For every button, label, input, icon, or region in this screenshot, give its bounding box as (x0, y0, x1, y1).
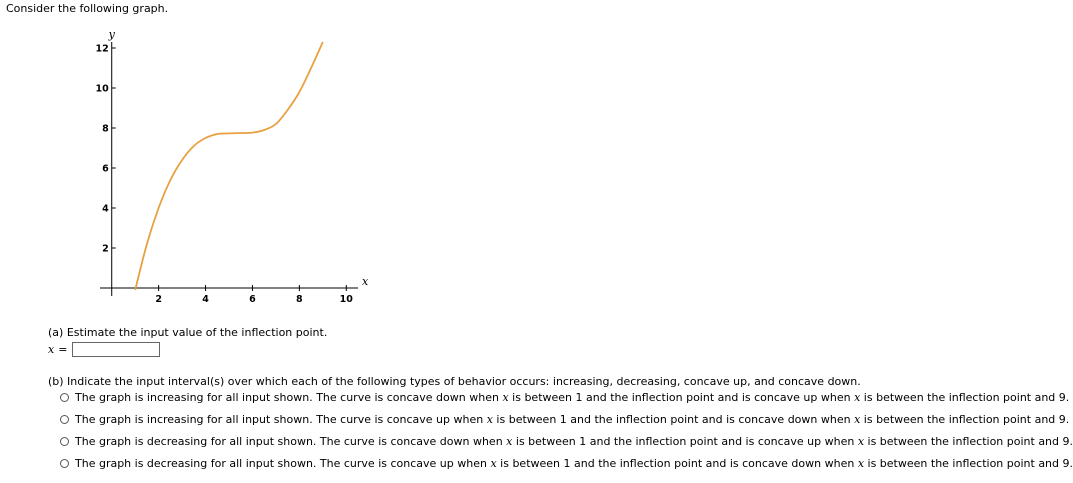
x-tick-label: 10 (339, 294, 353, 305)
x-tick-label: 4 (202, 294, 209, 305)
option-2-label: The graph is increasing for all input shown. The curve is concave up when x is between 1 and the inflection point and is concave down when x is between the inflection point and 9. (75, 413, 1070, 426)
x-tick-label: 6 (249, 294, 256, 305)
x-tick-label: 2 (155, 294, 162, 305)
option-2-radio[interactable] (60, 415, 69, 424)
y-tick-label: 10 (95, 83, 109, 95)
option-3[interactable] (60, 435, 1073, 448)
x-tick-label: 8 (296, 294, 303, 305)
option-1-label: The graph is increasing for all input shown. The curve is concave down when x is between 1 and the inflection point and is concave up when x is between the inflection point and 9. (75, 391, 1070, 404)
part-a-question: (a) Estimate the input value of the inflection point. (48, 326, 328, 339)
inflection-x-input[interactable] (72, 342, 160, 357)
part-b-question: (b) Indicate the input interval(s) over which each of the following types of behavior occurs: increasing, decreasing, concave up, and concave down. (48, 375, 861, 388)
y-tick-label: 12 (95, 43, 109, 55)
series-line-1 (135, 42, 323, 290)
y-axis-label: y (108, 28, 115, 41)
problem-intro: Consider the following graph. (6, 2, 169, 15)
function-graph (80, 28, 380, 320)
answer-equals: = (58, 342, 68, 356)
y-tick-label: 8 (102, 123, 109, 135)
option-1[interactable] (60, 391, 1069, 404)
option-1-radio[interactable] (60, 393, 69, 402)
y-tick-label: 6 (102, 163, 109, 175)
option-3-radio[interactable] (60, 437, 69, 446)
y-tick-label: 4 (102, 203, 109, 215)
x-axis-label: x (362, 275, 369, 288)
option-4[interactable] (60, 457, 1073, 470)
option-4-label: The graph is decreasing for all input shown. The curve is concave up when x is between 1 and the inflection point and is concave down when x is between the inflection point and 9. (75, 457, 1073, 470)
option-4-radio[interactable] (60, 459, 69, 468)
option-2[interactable] (60, 413, 1069, 426)
answer-variable: x (48, 342, 55, 356)
answer-row (48, 341, 160, 357)
option-3-label: The graph is decreasing for all input shown. The curve is concave down when x is between 1 and the inflection point and is concave up when x is between the inflection point and 9. (75, 435, 1073, 448)
y-tick-label: 2 (102, 243, 109, 255)
